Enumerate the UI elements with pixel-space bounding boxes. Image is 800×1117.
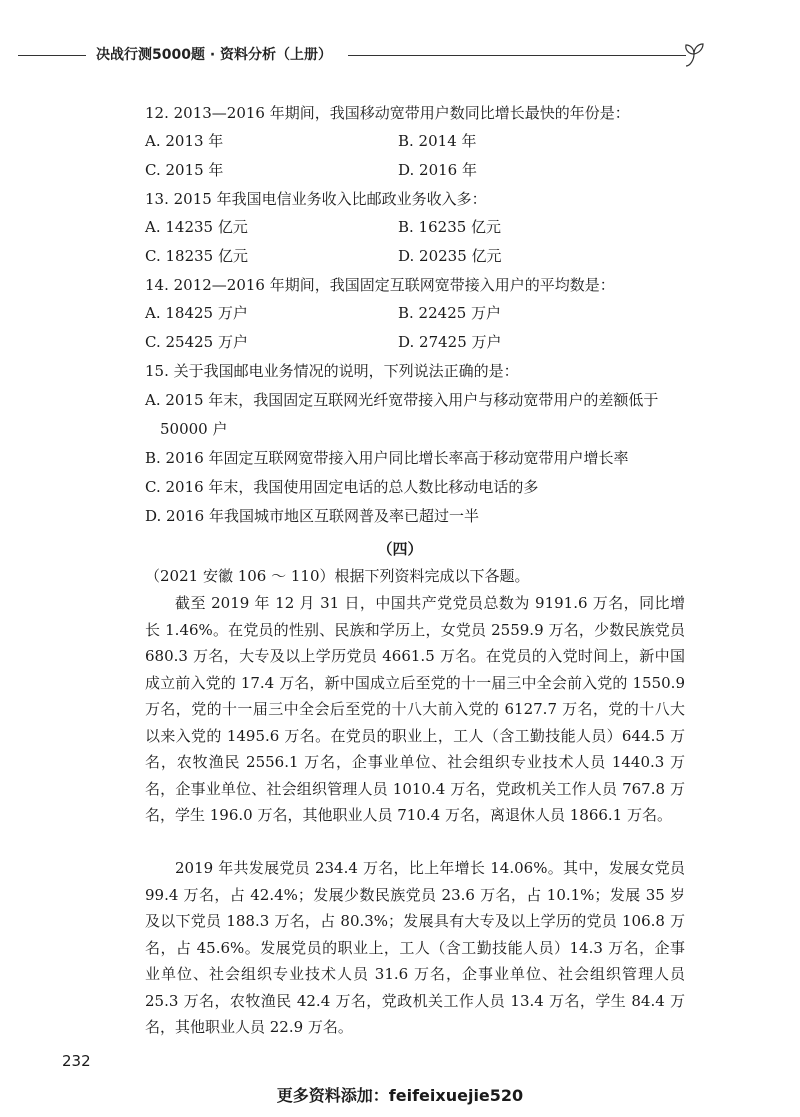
material-paragraph: 截至 2019 年 12 月 31 日，中国共产党党员总数为 9191.6 万名，同比增长 1.46%。在党员的性别、民族和学历上，女党员 2559.9 万名，少数民族党员 680.3 万名，大专及以上学历党员 4661.5 万名。在党员的入党时间上，新中国成立前入党的 17.4 万名，新中国成立后至党的十一届三中全会前入党的 1550.9 万名，党的十一届三中全会后至党的十八大前入党的 6127.7 万名，党的十八大以来入党的 1495.6 万名。在党员的职业上，工人（含工勤技能人员）644.5 万名，农牧渔民 2556.1 万名，企事业单位、社会组织专业技术人员 1440.3 万名，企事业单位、社会组织管理人员 1010.4 万名，党政机关工作人员 767.8 万名，学生 196.0 万名，其他职业人员 710.4 万名，离退休人员 1866.1 万名。	[145, 594, 685, 824]
option: D. 27425 万户	[398, 333, 502, 351]
option: C. 2016 年末，我国使用固定电话的总人数比移动电话的多	[145, 478, 539, 496]
header-rule-left	[18, 55, 86, 56]
option: C. 25425 万户	[145, 333, 248, 351]
question-stem: 13. 2015 年我国电信业务收入比邮政业务收入多：	[145, 190, 487, 208]
option: A. 2013 年	[145, 132, 224, 150]
header-rule-right	[348, 55, 686, 56]
option: D. 2016 年我国城市地区互联网普及率已超过一半	[145, 507, 479, 525]
question-stem: 14. 2012—2016 年期间，我国固定互联网宽带接入用户的平均数是：	[145, 276, 615, 294]
option: B. 22425 万户	[398, 304, 502, 322]
option: D. 20235 亿元	[398, 247, 502, 265]
option: A. 18425 万户	[145, 304, 248, 322]
header-title: 决战行测5000题 · 资料分析（上册）	[96, 47, 333, 63]
option: C. 18235 亿元	[145, 247, 248, 265]
section-heading: （四）	[377, 540, 423, 558]
question-stem: 15. 关于我国邮电业务情况的说明，下列说法正确的是：	[145, 362, 519, 380]
running-header	[0, 40, 800, 70]
material-paragraph: 2019 年共发展党员 234.4 万名，比上年增长 14.06%。其中，发展女党员 99.4 万名，占 42.4%；发展少数民族党员 23.6 万名，占 10.1%；发展 35 岁及以下党员 188.3 万名，占 80.3%；发展具有大专及以上学历的党员 106.8 万名，占 45.6%。发展党员的职业上，工人（含工勤技能人员）14.3 万名，企事业单位、社会组织专业技术人员 31.6 万名，企事业单位、社会组织管理人员 25.3 万名，农牧渔民 42.4 万名，党政机关工作人员 13.4 万名，学生 84.4 万名，其他职业人员 22.9 万名。	[145, 859, 685, 1036]
option: B. 16235 亿元	[398, 218, 502, 236]
sprout-icon	[680, 40, 720, 68]
option: C. 2015 年	[145, 161, 224, 179]
option: B. 2014 年	[398, 132, 477, 150]
question-stem: 12. 2013—2016 年期间，我国移动宽带用户数同比增长最快的年份是：	[145, 104, 630, 122]
section-intro: （2021 安徽 106 ～ 110）根据下列资料完成以下各题。	[145, 567, 530, 585]
option: A. 14235 亿元	[145, 218, 248, 236]
option: D. 2016 年	[398, 161, 477, 179]
option: A. 2015 年末，我国固定互联网光纤宽带接入用户与移动宽带用户的差额低于	[145, 391, 659, 409]
option-continuation: 50000 户	[160, 420, 228, 438]
footer-note: 更多资料添加：feifeixuejie520	[276, 1086, 524, 1105]
option: B. 2016 年固定互联网宽带接入用户同比增长率高于移动宽带用户增长率	[145, 449, 629, 467]
page-number: 232	[62, 1052, 91, 1070]
